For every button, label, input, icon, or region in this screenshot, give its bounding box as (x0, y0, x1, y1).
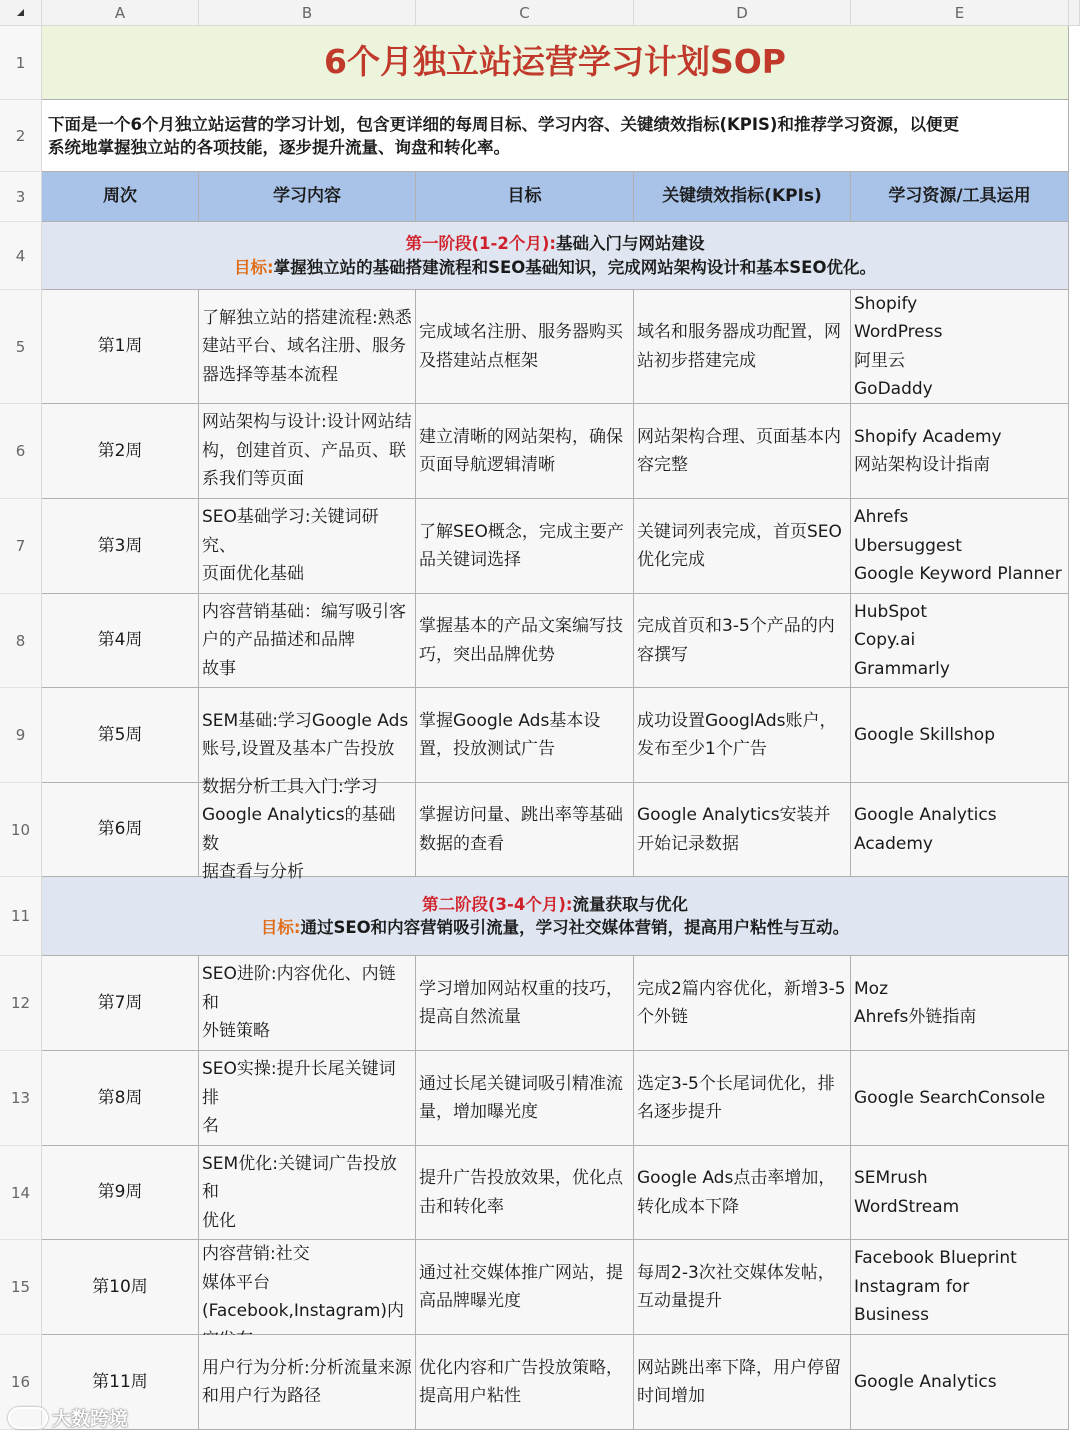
content-text: 用户行为分析:分析流量来源 和用户行为路径 (202, 1357, 412, 1406)
content-text: 网站架构与设计:设计网站结 构，创建首页、产品页、联 系我们等页面 (202, 412, 412, 490)
row-header-16[interactable]: 16 (0, 1335, 42, 1430)
resources-text: Google Skillshop (854, 724, 995, 745)
goal-text: 掌握访问量、跳出率等基础 数据的查看 (419, 805, 623, 854)
content-cell[interactable] (199, 290, 416, 404)
kpi-text: 网站跳出率下降，用户停留 时间增加 (637, 1357, 841, 1406)
week-text: 第9周 (97, 1182, 143, 1203)
resources-text: SEMrush WordStream (854, 1168, 960, 1217)
phase-1-row-content (45, 232, 1065, 279)
week-text: 第4周 (97, 630, 143, 651)
row-header-15[interactable]: 15 (0, 1240, 42, 1335)
resources-cell[interactable] (851, 1240, 1069, 1335)
column-header-e[interactable]: E (851, 0, 1069, 26)
content-text: SEO实操:提升长尾关键词排 名 (202, 1059, 396, 1137)
resources-cell[interactable] (851, 956, 1069, 1051)
row-header-1[interactable]: 1 (0, 26, 42, 100)
content-text: 了解独立站的搭建流程:熟悉 建站平台、域名注册、服务 器选择等基本流程 (202, 307, 412, 385)
kpi-text: 完成首页和3-5个产品的内 容撰写 (637, 616, 835, 665)
goal-text: 完成域名注册、服务器购买 及搭建站点框架 (419, 322, 623, 371)
goal-cell[interactable] (416, 290, 634, 404)
row-header-6[interactable]: 6 (0, 404, 42, 499)
resources-text: Moz Ahrefs外链指南 (854, 978, 977, 1027)
week-text: 第2周 (97, 440, 143, 461)
goal-text: 掌握基本的产品文案编写技 巧，突出品牌优势 (419, 616, 623, 665)
goal-text: 建立清晰的网站架构，确保 页面导航逻辑清晰 (419, 426, 623, 475)
watermark (8, 1404, 128, 1431)
table-header-label: 关键绩效指标(KPIs) (662, 186, 822, 207)
goal-cell[interactable] (416, 594, 634, 688)
row-header-9[interactable]: 9 (0, 688, 42, 783)
content-text: SEM优化:关键词广告投放和 优化 (202, 1153, 397, 1231)
kpi-cell[interactable] (634, 1146, 851, 1240)
content-cell[interactable] (199, 956, 416, 1051)
content-text: 数据分析工具入门:学习 Google Analytics的基础数 据查看与分析 (202, 776, 396, 882)
resources-text: Ahrefs Ubersuggest Google Keyword Planner (854, 507, 1062, 585)
phase-1-row-label: 第一阶段(1-2个月): (405, 234, 556, 253)
row-header-7[interactable]: 7 (0, 499, 42, 594)
kpi-cell[interactable] (634, 594, 851, 688)
goal-text: 优化内容和广告投放策略， 提高用户粘性 (419, 1357, 623, 1406)
column-header-b[interactable]: B (199, 0, 416, 26)
goal-cell[interactable] (416, 404, 634, 499)
resources-cell[interactable] (851, 1335, 1069, 1430)
content-text: SEO进阶:内容优化、内链和 外链策略 (202, 964, 396, 1042)
kpi-text: 选定3-5个长尾词优化，排 名逐步提升 (637, 1073, 835, 1122)
week-text: 第3周 (97, 535, 143, 556)
watermark-text: 大数跨境 (52, 1408, 129, 1430)
kpi-text: 域名和服务器成功配置，网 站初步搭建完成 (637, 322, 841, 371)
row-header-10[interactable]: 10 (0, 783, 42, 877)
goal-text: 通过社交媒体推广网站，提 高品牌曝光度 (419, 1262, 623, 1311)
phase-1-row-goal-label: 目标: (234, 257, 274, 277)
row-header-2[interactable]: 2 (0, 100, 42, 172)
resources-cell[interactable] (851, 688, 1069, 783)
row-header-13[interactable]: 13 (0, 1051, 42, 1146)
goal-text: 学习增加网站权重的技巧， 提高自然流量 (419, 978, 623, 1027)
week-text: 第11周 (92, 1371, 148, 1392)
kpi-cell[interactable] (634, 499, 851, 594)
phase-2-row-label: 第二阶段(3-4个月): (422, 894, 573, 914)
resources-cell[interactable] (851, 404, 1069, 499)
goal-text: 通过长尾关键词吸引精准流 量，增加曝光度 (419, 1073, 623, 1122)
kpi-cell[interactable] (634, 956, 851, 1051)
select-all-corner[interactable] (0, 0, 42, 26)
resources-cell[interactable] (851, 1051, 1069, 1146)
goal-cell[interactable] (416, 1146, 634, 1240)
content-cell[interactable] (199, 499, 416, 594)
kpi-text: Google Analytics安装并 开始记录数据 (637, 805, 831, 854)
phase-1-row-line1 (45, 232, 1065, 256)
kpi-cell[interactable] (634, 783, 851, 877)
resources-text: Google Analytics Academy (854, 805, 997, 854)
content-cell[interactable] (199, 688, 416, 783)
goal-cell[interactable] (416, 688, 634, 783)
column-header-filler (1069, 0, 1080, 26)
column-header-a[interactable]: A (42, 0, 199, 26)
goal-cell[interactable] (416, 1240, 634, 1335)
kpi-cell[interactable] (634, 404, 851, 499)
week-cell[interactable] (42, 290, 199, 404)
phase-2-row-content (45, 893, 1065, 940)
intro-cell[interactable] (42, 100, 1069, 172)
week-cell[interactable] (42, 956, 199, 1051)
resources-text: Shopify WordPress 阿里云 GoDaddy (854, 293, 943, 399)
week-cell[interactable] (42, 499, 199, 594)
resources-cell[interactable] (851, 594, 1069, 688)
sheet-title: 6个月独立站运营学习计划SOP (324, 42, 786, 82)
kpi-text: 每周2-3次社交媒体发帖， 互动量提升 (637, 1262, 835, 1311)
week-cell[interactable] (42, 404, 199, 499)
resources-cell[interactable] (851, 499, 1069, 594)
table-header-3[interactable] (634, 172, 851, 222)
resources-text: Shopify Academy 网站架构设计指南 (854, 426, 1002, 475)
kpi-cell[interactable] (634, 1051, 851, 1146)
table-header-2[interactable] (416, 172, 634, 222)
column-header-d[interactable]: D (634, 0, 851, 26)
content-cell[interactable] (199, 1146, 416, 1240)
content-cell[interactable] (199, 1335, 416, 1430)
row-header-11[interactable]: 11 (0, 877, 42, 956)
row-header-4[interactable]: 4 (0, 222, 42, 290)
week-cell[interactable] (42, 1240, 199, 1335)
resources-cell[interactable] (851, 783, 1069, 877)
week-text: 第8周 (97, 1087, 143, 1108)
kpi-cell[interactable] (634, 290, 851, 404)
goal-text: 掌握Google Ads基本设 置，投放测试广告 (419, 710, 601, 759)
week-text: 第5周 (97, 724, 143, 745)
content-cell[interactable] (199, 1240, 416, 1335)
content-text: 内容营销基础：编写吸引客 户的产品描述和品牌 故事 (202, 601, 406, 679)
kpi-cell[interactable] (634, 1240, 851, 1335)
select-all-triangle-icon (17, 9, 24, 16)
phase-2-row-goal: 通过SEO和内容营销吸引流量，学习社交媒体营销，提高用户粘性与互动。 (300, 918, 850, 937)
goal-text: 提升广告投放效果，优化点 击和转化率 (419, 1168, 623, 1217)
kpi-text: 关键词列表完成，首页SEO 优化完成 (637, 521, 842, 570)
goal-cell[interactable] (416, 499, 634, 594)
content-cell[interactable] (199, 1051, 416, 1146)
week-cell[interactable] (42, 1051, 199, 1146)
resources-cell[interactable] (851, 1146, 1069, 1240)
kpi-text: 网站架构合理、页面基本内 容完整 (637, 426, 841, 475)
week-cell[interactable] (42, 688, 199, 783)
phase-1-row-goal: 掌握独立站的基础搭建流程和SEO基础知识，完成网站架构设计和基本SEO优化。 (273, 257, 876, 277)
phase-2-row[interactable] (42, 877, 1069, 956)
table-header-label: 学习资源/工具运用 (888, 186, 1031, 207)
phase-2-row-line2 (45, 916, 1065, 940)
goal-cell[interactable] (416, 1051, 634, 1146)
row-header-12[interactable]: 12 (0, 956, 42, 1051)
table-header-0[interactable] (42, 172, 199, 222)
week-text: 第7周 (97, 992, 143, 1013)
phase-2-row-goal-label: 目标: (260, 918, 301, 937)
content-text: 内容营销:社交 媒体平台 (Facebook,Instagram)内 (202, 1244, 405, 1321)
resources-text: Google SearchConsole (854, 1087, 1046, 1108)
content-cell[interactable] (199, 404, 416, 499)
row-header-8[interactable]: 8 (0, 594, 42, 688)
kpi-text: 成功设置GooglAds账户， 发布至少1个广告 (637, 710, 837, 759)
phase-1-row-title: 基础入门与网站建设 (556, 234, 705, 253)
week-text: 第10周 (92, 1276, 148, 1297)
phase-1-row[interactable] (42, 222, 1069, 290)
week-text: 第6周 (97, 819, 143, 840)
week-cell[interactable] (42, 1146, 199, 1240)
phase-2-row-title: 流量获取与优化 (572, 894, 688, 914)
table-header-1[interactable] (199, 172, 416, 222)
week-cell[interactable] (42, 594, 199, 688)
goal-cell[interactable] (416, 1335, 634, 1430)
resources-cell[interactable] (851, 290, 1069, 404)
row-header-3[interactable]: 3 (0, 172, 42, 222)
content-text: SEM基础:学习Google Ads 账号,设置及基本广告投放 (202, 710, 409, 759)
goal-text: 了解SEO概念，完成主要产 品关键词选择 (419, 521, 624, 570)
sheet-title-cell[interactable] (42, 26, 1069, 100)
phase-1-row-line2 (45, 256, 1065, 280)
intro-text: 下面是一个6个月独立站运营的学习计划，包含更详细的每周目标、学习内容、关键绩效指标(KPIS)和推荐学习资源，以便更 系统地掌握独立站的各项技能，逐步提升流量、询盘和转化率。 (48, 114, 959, 157)
week-text: 第1周 (97, 336, 143, 357)
kpi-text: 完成2篇内容优化，新增3-5 个外链 (637, 978, 846, 1027)
kpi-text: Google Ads点击率增加， 转化成本下降 (637, 1168, 836, 1217)
resources-text: Facebook Blueprint Instagram for Business (854, 1248, 1017, 1326)
column-header-c[interactable]: C (416, 0, 634, 26)
kpi-cell[interactable] (634, 1335, 851, 1430)
content-cell[interactable] (199, 776, 416, 882)
row-header-14[interactable]: 14 (0, 1146, 42, 1240)
table-header-label: 学习内容 (273, 186, 341, 207)
content-cell[interactable] (199, 594, 416, 688)
kpi-cell[interactable] (634, 688, 851, 783)
table-header-4[interactable] (851, 172, 1069, 222)
week-cell[interactable] (42, 783, 199, 877)
row-header-5[interactable]: 5 (0, 290, 42, 404)
table-header-label: 目标 (507, 186, 542, 207)
resources-text: HubSpot Copy.ai Grammarly (854, 601, 950, 679)
table-header-label: 周次 (103, 186, 137, 207)
resources-text: Google Analytics (854, 1371, 997, 1392)
goal-cell[interactable] (416, 956, 634, 1051)
phase-2-row-line1 (45, 893, 1065, 917)
goal-cell[interactable] (416, 783, 634, 877)
watermark-logo-icon (8, 1407, 48, 1429)
content-text: SEO基础学习:关键词研究、 页面优化基础 (202, 507, 379, 585)
